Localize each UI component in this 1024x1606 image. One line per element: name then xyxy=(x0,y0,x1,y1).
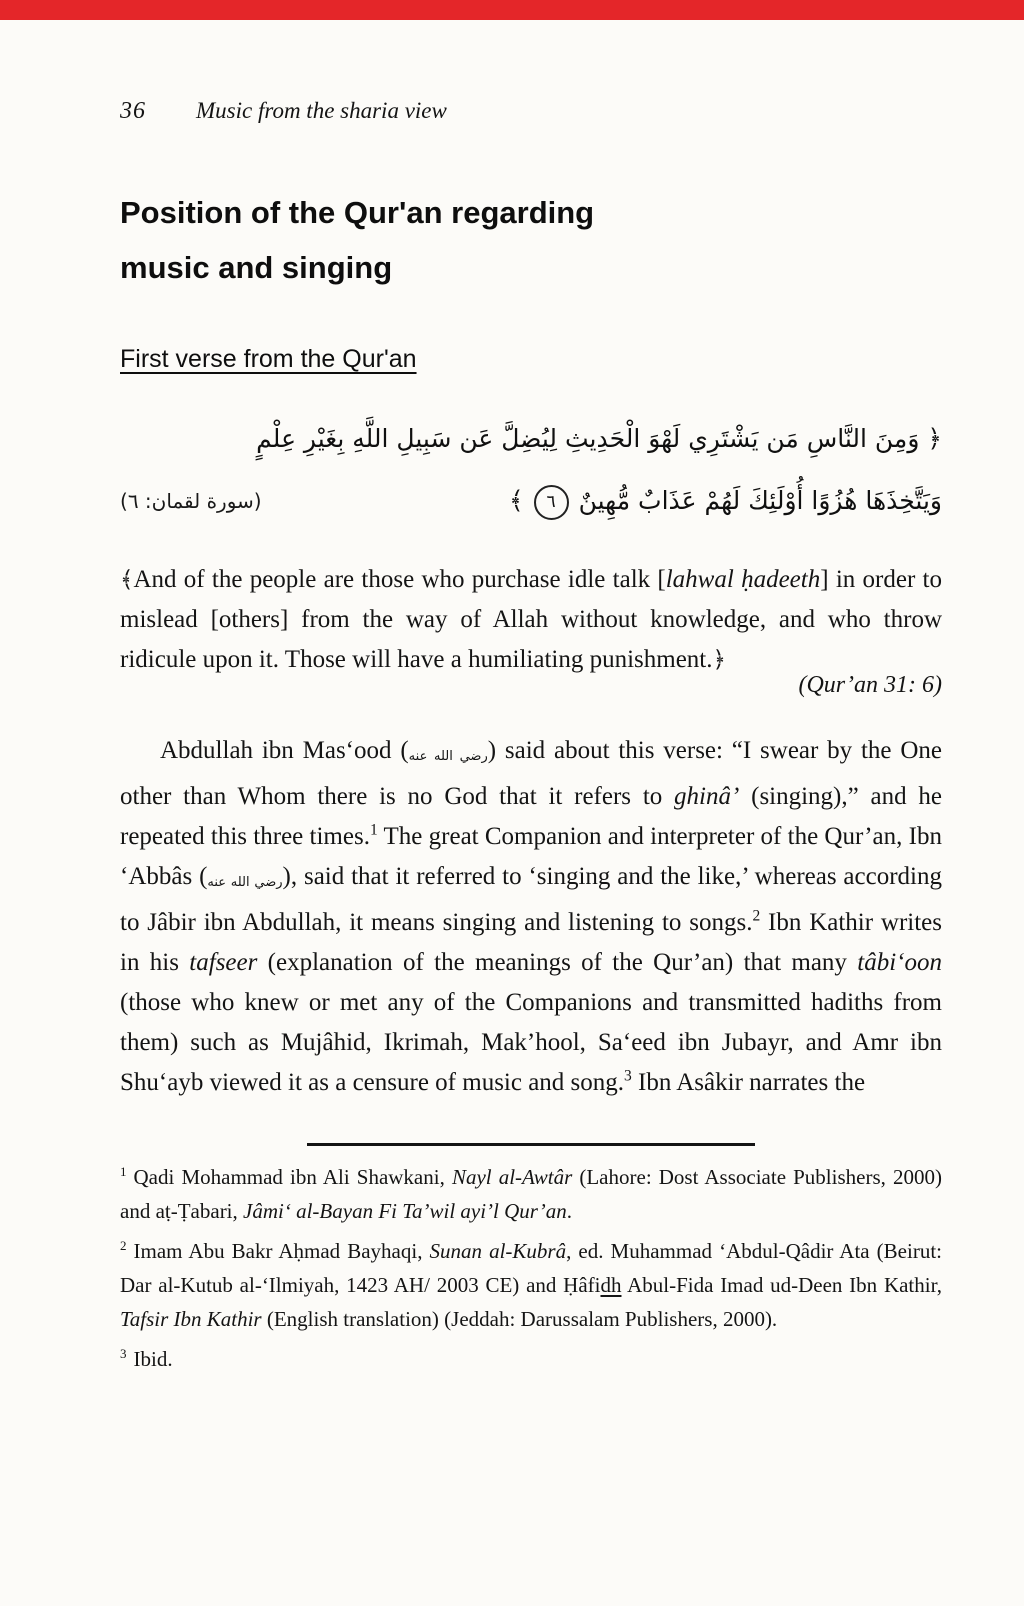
top-red-bar xyxy=(0,0,1024,20)
footnote-2-marker: 2 xyxy=(120,1238,127,1253)
footnote-2-text: Imam Abu Bakr Aḥmad Bayhaqi, Sunan al-Kubrâ, ed. Muhammad ‘Abdul-Qâdir Ata (Beirut: Dar al-Kutub al-‘Ilmiyah, 1423 AH/ 2003 CE) and Ḥâfidh Abul-Fida Imad ud-Deen Ibn Kathir, Tafsir Ibn Kathir (English translation) (Jeddah: Darussalam Publishers, 2000). xyxy=(120,1239,943,1331)
ayah-number-badge: ٦ xyxy=(534,485,569,520)
chapter-heading-line-2: music and singing xyxy=(120,250,393,285)
translation-paragraph: ﴾And of the people are those who purchase idle talk [lahwal ḥadeeth] in order to mislead [others] from the way of Allah without knowledge, and who throw ridicule upon it. Those will have a humiliating punishment.﴿ xyxy=(120,566,942,673)
verse-source-arabic: (سورة لقمان: ٦) xyxy=(120,489,262,513)
footnotes-section xyxy=(120,1160,942,1376)
chapter-heading xyxy=(120,185,942,295)
footnote-separator xyxy=(307,1143,755,1146)
arabic-verse-line-2-text xyxy=(509,470,942,532)
page-number: 36 xyxy=(120,98,146,124)
arabic-verse-line-1: ﴿ وَمِنَ النَّاسِ مَن يَشْتَرِي لَهْوَ الْحَدِيثِ لِيُضِلَّ عَن سَبِيلِ اللَّهِ بِغَيْرِ عِلْمٍ xyxy=(256,424,942,453)
footnote-2 xyxy=(120,1234,942,1336)
arabic-verse-line-2 xyxy=(120,470,942,532)
section-subheading: First verse from the Qur'an xyxy=(120,345,417,373)
footnote-3-marker: 3 xyxy=(120,1346,127,1361)
page-content xyxy=(120,20,942,1382)
footnote-1 xyxy=(120,1160,942,1228)
running-header xyxy=(120,98,942,125)
running-title: Music from the sharia view xyxy=(196,98,447,123)
footnote-1-marker: 1 xyxy=(120,1164,127,1179)
footnote-1-text: Qadi Mohammad ibn Ali Shawkani, Nayl al-Awtâr (Lahore: Dost Associate Publishers, 2000) and aṭ-Ṭabari, Jâmi‘ al-Bayan Fi Ta’wil ayi’l Qur’an. xyxy=(120,1165,942,1223)
footnote-3 xyxy=(120,1342,942,1376)
verse-closing-mark: ﴾ xyxy=(508,486,524,515)
verse-citation: (Qur’an 31: 6) xyxy=(798,672,942,698)
chapter-heading-line-1: Position of the Qur'an regarding xyxy=(120,195,595,230)
arabic-verse xyxy=(120,408,942,532)
body-paragraph: Abdullah ibn Mas‘ood (رضي الله عنه) said about this verse: “I swear by the One other than Whom there is no God that it refers to ghinâ’ (singing),” and he repeated this three times.$^1$ The great Companion and interpreter of the Qur’an, Ibn ‘Abbâs (رضي الله عنه), said that it referred to ‘singing and the like,’ whereas according to Jâbir ibn Abdullah, it means singing and listening to songs.$^2$ Ibn Kathir writes in his tafseer (explanation of the meanings of the Qur’an) that many tâbi‘oon (those who knew or met any of the Companions and transmitted hadiths from them) such as Mujâhid, Ikrimah, Mak’hool, Sa‘eed ibn Jubayr, and Amr ibn Shu‘ayb viewed it as a censure of music and song.$^3$ Ibn Asâkir narrates the xyxy=(120,737,943,1096)
arabic-verse-tail: وَيَتَّخِذَهَا هُزُوًا أُوْلَئِكَ لَهُمْ عَذَابٌ مُّهِينٌ xyxy=(578,486,942,515)
footnote-3-text: Ibid. xyxy=(133,1347,173,1371)
